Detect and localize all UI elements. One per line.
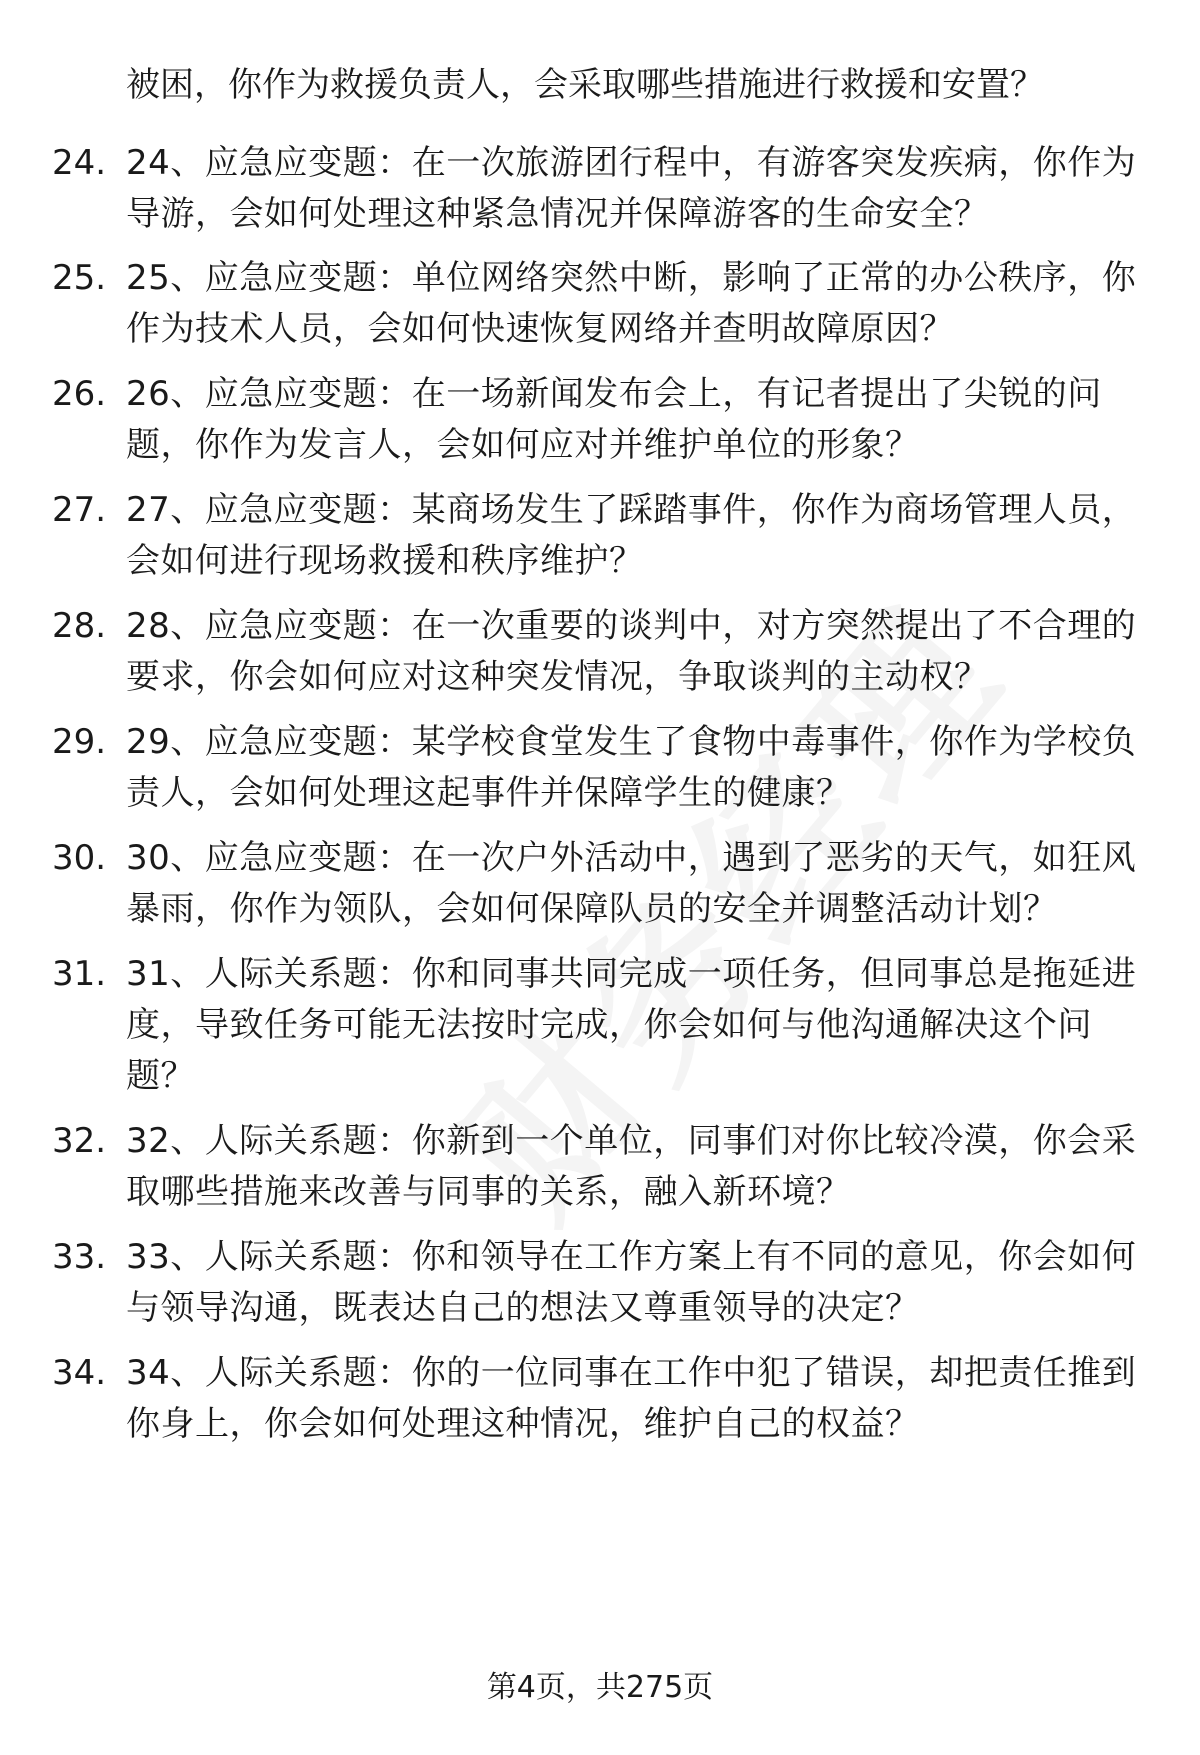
- item-text: 28、应急应变题：在一次重要的谈判中，对方突然提出了不合理的要求，你会如何应对这种突发情况，争取谈判的主动权？: [126, 606, 1137, 697]
- item-text: 33、人际关系题：你和领导在工作方案上有不同的意见，你会如何与领导沟通，既表达自己的想法又尊重领导的决定？: [126, 1237, 1137, 1328]
- item-number: 26.: [52, 374, 107, 414]
- item-number: 24.: [52, 143, 107, 183]
- item-number: 34.: [52, 1353, 107, 1393]
- item-text: 30、应急应变题：在一次户外活动中，遇到了恶劣的天气，如狂风暴雨，你作为领队，会如何保障队员的安全并调整活动计划？: [126, 838, 1137, 929]
- item-number: 25.: [52, 258, 107, 298]
- item-number: 33.: [52, 1237, 107, 1277]
- item-text: 25、应急应变题：单位网络突然中断，影响了正常的办公秩序，你作为技术人员，会如何快速恢复网络并查明故障原因？: [126, 258, 1137, 349]
- continued-text: 被困，你作为救援负责人，会采取哪些措施进行救援和安置？: [126, 65, 1044, 105]
- item-text: 24、应急应变题：在一次旅游团行程中，有游客突发疾病，你作为导游，会如何处理这种紧急情况并保障游客的生命安全？: [126, 143, 1137, 234]
- item-text: 26、应急应变题：在一场新闻发布会上，有记者提出了尖锐的问题，你作为发言人，会如何应对并维护单位的形象？: [126, 374, 1102, 465]
- item-number: 27.: [52, 490, 107, 530]
- item-text: 27、应急应变题：某商场发生了踩踏事件，你作为商场管理人员，会如何进行现场救援和秩序维护？: [126, 490, 1137, 581]
- item-text: 34、人际关系题：你的一位同事在工作中犯了错误，却把责任推到你身上，你会如何处理这种情况，维护自己的权益？: [126, 1353, 1137, 1444]
- item-text: 31、人际关系题：你和同事共同完成一项任务，但同事总是拖延进度，导致任务可能无法按时完成，你会如何与他沟通解决这个问题？: [126, 954, 1137, 1096]
- item-number: 30.: [52, 838, 107, 878]
- page-footer: 第4页，共275页: [486, 1670, 714, 1705]
- item-number: 29.: [52, 722, 107, 762]
- item-number: 28.: [52, 606, 107, 646]
- item-number: 31.: [52, 954, 107, 994]
- item-number: 32.: [52, 1121, 107, 1161]
- item-text: 32、人际关系题：你新到一个单位，同事们对你比较冷漠，你会采取哪些措施来改善与同事的关系，融入新环境？: [126, 1121, 1137, 1212]
- item-text: 29、应急应变题：某学校食堂发生了食物中毒事件，你作为学校负责人，会如何处理这起事件并保障学生的健康？: [126, 722, 1137, 813]
